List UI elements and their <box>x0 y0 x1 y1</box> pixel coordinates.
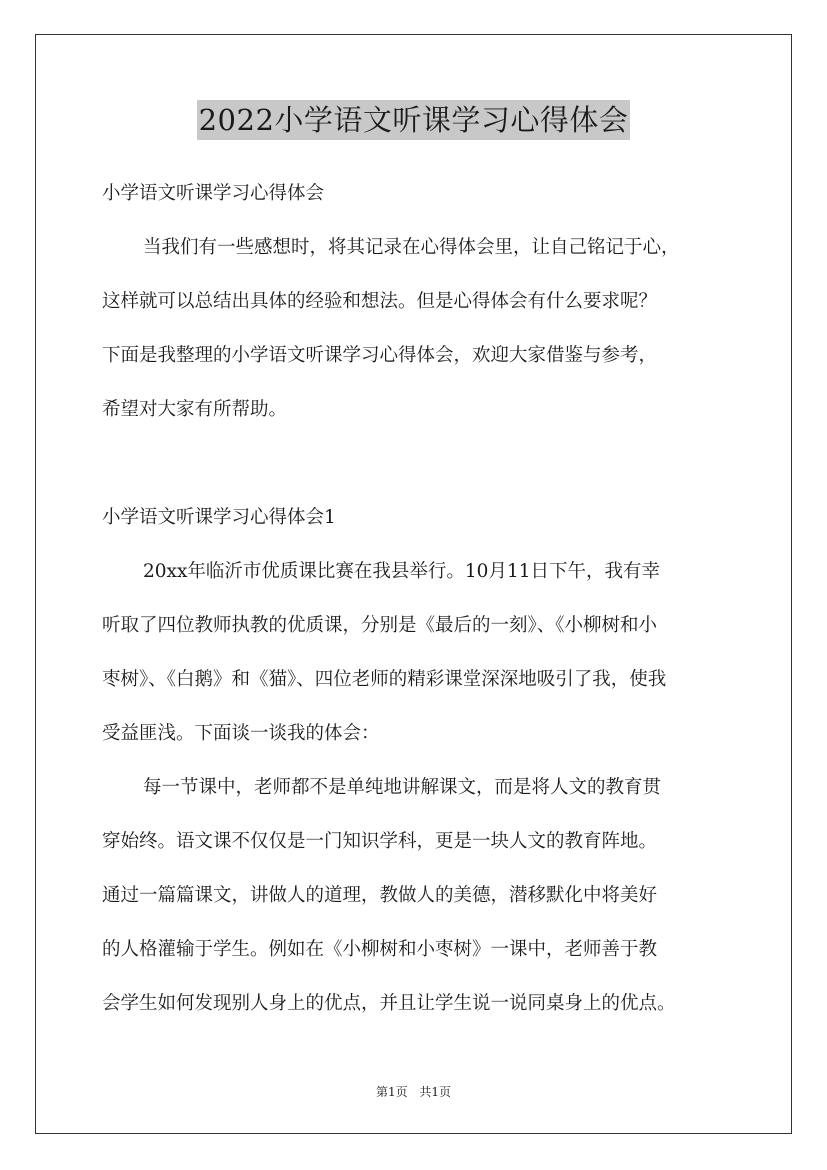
page-number: 第1页 <box>375 1085 408 1099</box>
paragraph1-line-2: 听取了四位教师执教的优质课，分别是《最后的一刻》、《小柳树和小 <box>102 615 658 636</box>
paragraph2-line-1: 每一节课中，老师都不是单纯地讲解课文，而是将人文的教育贯 <box>143 777 662 798</box>
page-footer <box>0 1084 827 1100</box>
paragraph2-line-5: 会学生如何发现别人身上的优点，并且让学生说一说同桌身上的优点。 <box>102 993 676 1014</box>
intro-line-2: 这样就可以总结出具体的经验和想法。但是心得体会有什么要求呢？ <box>102 291 658 312</box>
intro-line-1: 当我们有一些感想时，将其记录在心得体会里，让自己铭记于心， <box>143 237 680 258</box>
paragraph1-line-1: 20xx年临沂市优质课比赛在我县举行。10月11日下午，我有幸 <box>143 561 660 582</box>
document-title: 2022小学语文听课学习心得体会 <box>197 100 631 140</box>
section-heading: 小学语文听课学习心得体会1 <box>102 507 336 528</box>
paragraph2-line-2: 穿始终。语文课不仅仅是一门知识学科，更是一块人文的教育阵地。 <box>102 831 658 852</box>
intro-line-4: 希望对大家有所帮助。 <box>102 399 288 420</box>
paragraph2-line-3: 通过一篇篇课文，讲做人的道理，教做人的美德，潜移默化中将美好 <box>102 885 658 906</box>
paragraph2-line-4: 的人格灌输于学生。例如在《小柳树和小枣树》一课中，老师善于教 <box>102 939 658 960</box>
paragraph1-line-3: 枣树》、《白鹅》和《猫》、四位老师的精彩课堂深深地吸引了我，使我 <box>102 669 667 690</box>
title-block <box>0 100 827 140</box>
paragraph1-line-4: 受益匪浅。下面谈一谈我的体会： <box>102 723 380 744</box>
page-total: 共1页 <box>419 1085 452 1099</box>
intro-line-3: 下面是我整理的小学语文听课学习心得体会，欢迎大家借鉴与参考， <box>102 345 658 366</box>
document-subtitle: 小学语文听课学习心得体会 <box>102 183 325 204</box>
